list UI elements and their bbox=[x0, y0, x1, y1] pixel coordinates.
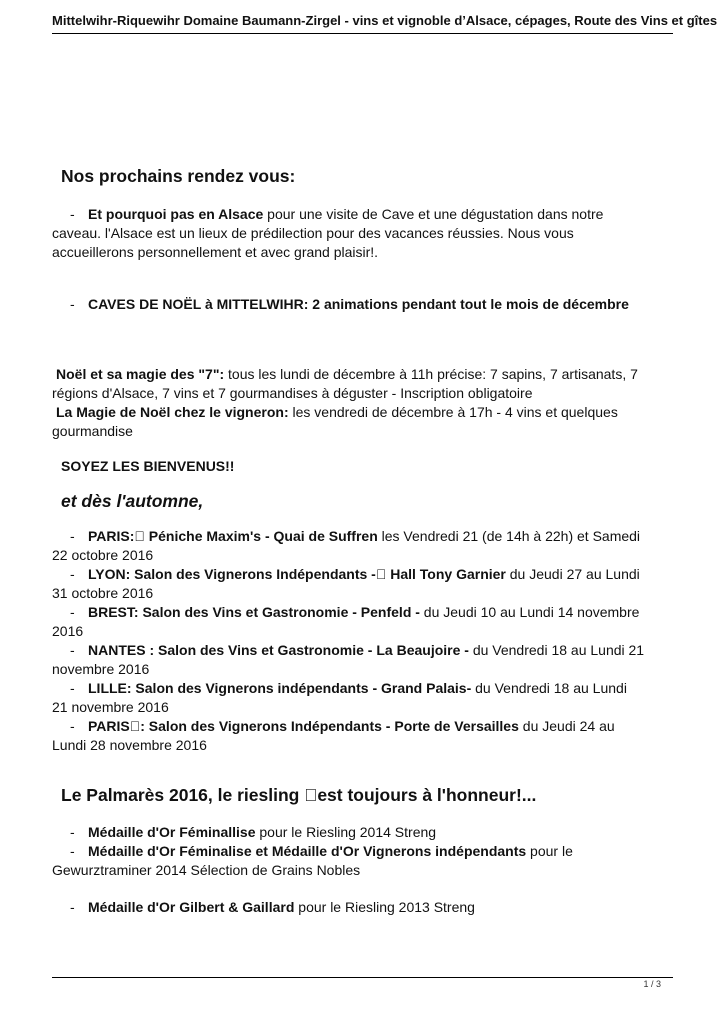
list-item-continuation: Lundi 28 novembre 2016 bbox=[52, 737, 207, 753]
footer-divider bbox=[52, 977, 673, 978]
list-item-continuation: 22 octobre 2016 bbox=[52, 547, 154, 563]
list-item: - PARIS : Salon des Vignerons Indépendants - Porte de Versailles du Jeudi 24 au bbox=[70, 718, 609, 734]
list-item: - NANTES : Salon des Vins et Gastronomie - La Beaujoire - du Vendredi 18 au Lundi 21 bbox=[70, 642, 645, 658]
list-item: - Médaille d'Or Gilbert & Gaillard pour le Riesling 2013 Streng bbox=[70, 899, 475, 915]
list-item-alsace-line2: caveau. l'Alsace est un lieux de prédilection pour des vacances réussies. Nous vous bbox=[52, 225, 574, 241]
magie-vigneron-paragraph: La Magie de Noël chez le vigneron: les vendredi de décembre à 17h - 4 vins et quelques bbox=[56, 404, 618, 420]
list-item-alsace-line3: accueillerons personnellement et avec grand plaisir!. bbox=[52, 244, 379, 260]
list-item-continuation: 21 novembre 2016 bbox=[52, 699, 169, 715]
list-item-continuation: novembre 2016 bbox=[52, 661, 150, 677]
list-item-continuation: 2016 bbox=[52, 623, 84, 639]
events-list bbox=[52, 527, 673, 755]
document-header-title: Mittelwihr-Riquewihr Domaine Baumann-Zirgel - vins et vignoble d’Alsace, cépages, Route des Vins et gîtes bbox=[52, 13, 718, 28]
list-item: - LILLE: Salon des Vignerons indépendants - Grand Palais- du Vendredi 18 au Lundi bbox=[70, 680, 627, 696]
page-number: 1 / 3 bbox=[643, 979, 661, 989]
document-body bbox=[52, 164, 673, 917]
section-heading-automne: et dès l'automne, bbox=[61, 491, 204, 511]
list-item: - Médaille d'Or Féminalise et Médaille d'Or Vignerons indépendants pour le bbox=[70, 843, 573, 859]
section-heading-palmares: Le Palmarès 2016, le riesling est toujours à l'honneur!... bbox=[61, 785, 524, 805]
list-item: - LYON: Salon des Vignerons Indépendants - Hall Tony Garnier du Jeudi 27 au Lundi bbox=[70, 566, 630, 582]
noel-magie-paragraph: Noël et sa magie des "7": tous les lundi de décembre à 11h précise: 7 sapins, 7 artisanats, 7 bbox=[56, 366, 638, 382]
list-item: - BREST: Salon des Vins et Gastronomie - Penfeld - du Jeudi 10 au Lundi 14 novembre bbox=[70, 604, 640, 620]
header-divider bbox=[52, 33, 673, 34]
list-item-caves-noel: - CAVES DE NOËL à MITTELWIHR: 2 animations pendant tout le mois de décembre bbox=[70, 296, 629, 312]
noel-magie-line2: régions d'Alsace, 7 vins et 7 gourmandises à déguster - Inscription obligatoire bbox=[52, 385, 533, 401]
list-item: - PARIS: Péniche Maxim's - Quai de Suffren les Vendredi 21 (de 14h à 22h) et Samedi bbox=[70, 528, 630, 544]
awards-list bbox=[52, 823, 673, 917]
list-item-continuation: 31 octobre 2016 bbox=[52, 585, 154, 601]
welcome-text: SOYEZ LES BIENVENUS!! bbox=[61, 458, 235, 474]
magie-vigneron-line2: gourmandise bbox=[52, 423, 133, 439]
list-item-continuation: Gewurztraminer 2014 Sélection de Grains Nobles bbox=[52, 862, 361, 878]
list-item-alsace: - Et pourquoi pas en Alsace pour une visite de Cave et une dégustation dans notre bbox=[70, 206, 604, 222]
list-item: - Médaille d'Or Féminallise pour le Riesling 2014 Streng bbox=[70, 824, 437, 840]
section-heading-rendez-vous: Nos prochains rendez vous: bbox=[61, 166, 296, 186]
